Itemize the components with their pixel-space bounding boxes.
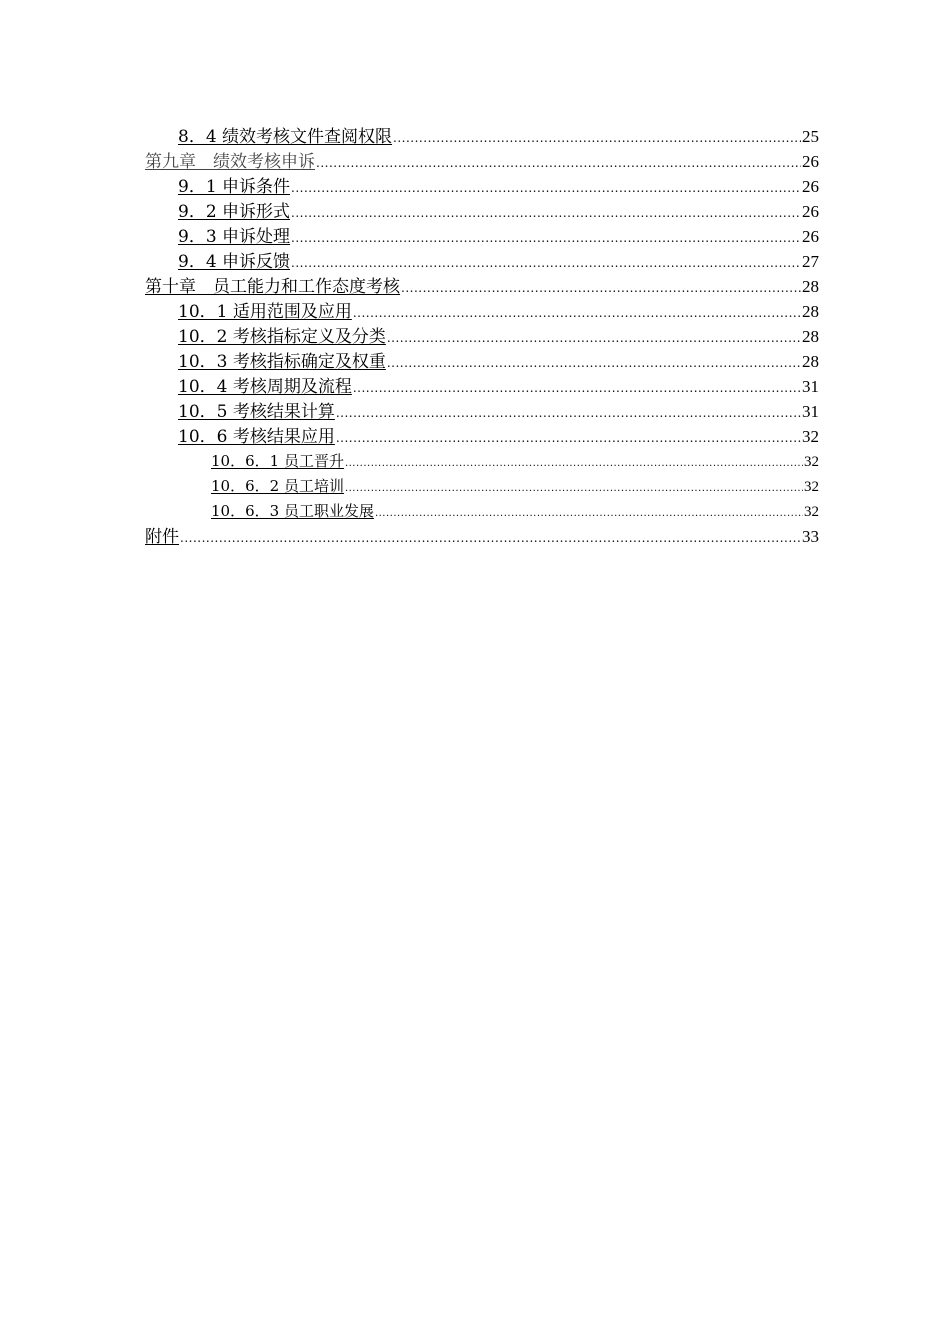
dot-leader	[180, 526, 801, 551]
dot-leader	[291, 201, 801, 226]
toc-entry-page-number: 31	[802, 402, 819, 421]
toc-entry-10-4[interactable]	[0, 374, 819, 399]
toc-entry-page-number: 32	[802, 427, 819, 446]
toc-entry-page-number: 28	[802, 277, 819, 296]
toc-entry-title[interactable]: 10．5 考核结果计算	[178, 402, 335, 422]
toc-entry-appendix[interactable]	[0, 524, 819, 549]
toc-entry-page-number: 32	[804, 454, 819, 470]
toc-entry-10-6-1[interactable]	[0, 449, 819, 474]
toc-entry-10-6-3[interactable]	[0, 499, 819, 524]
toc-entry-title[interactable]: 9．2 申诉形式	[178, 202, 291, 222]
dot-leader	[375, 501, 803, 526]
dot-leader	[336, 401, 801, 426]
toc-entry-page-number: 27	[802, 252, 819, 271]
toc-entry-10-6[interactable]	[0, 424, 819, 449]
toc-entry-title[interactable]: 9．4 申诉反馈	[178, 252, 291, 272]
toc-entry-page-number: 28	[802, 327, 819, 346]
toc-entry-title[interactable]: 附件	[145, 527, 179, 547]
toc-entry-page-number: 25	[802, 127, 819, 146]
dot-leader	[393, 126, 801, 151]
dot-leader	[387, 326, 801, 351]
toc-entry-title[interactable]: 9．1 申诉条件	[178, 177, 291, 197]
toc-entry-page-number: 33	[802, 527, 819, 546]
toc-entry-title[interactable]: 8．4 绩效考核文件查阅权限	[178, 127, 393, 147]
toc-entry-page-number: 26	[802, 202, 819, 221]
toc-entry-title[interactable]: 10．6．2 员工培训	[211, 477, 344, 495]
toc-entry-title[interactable]: 10．1 适用范围及应用	[178, 302, 352, 322]
toc-entry-title[interactable]: 10．6．1 员工晋升	[211, 452, 344, 470]
toc-entry-page-number: 26	[802, 152, 819, 171]
toc-entry-9-3[interactable]	[0, 224, 819, 249]
toc-entry-9-1[interactable]	[0, 174, 819, 199]
dot-leader	[353, 301, 801, 326]
dot-leader	[353, 376, 801, 401]
dot-leader	[345, 476, 803, 501]
table-of-contents	[0, 124, 950, 549]
toc-entry-title[interactable]: 10．2 考核指标定义及分类	[178, 327, 386, 347]
toc-entry-page-number: 28	[802, 352, 819, 371]
dot-leader	[387, 351, 801, 376]
toc-entry-9-2[interactable]	[0, 199, 819, 224]
toc-entry-title[interactable]: 9．3 申诉处理	[178, 227, 291, 247]
toc-entry-title[interactable]: 第九章 绩效考核申诉	[145, 152, 315, 172]
toc-entry-page-number: 26	[802, 227, 819, 246]
toc-entry-page-number: 26	[802, 177, 819, 196]
toc-entry-10-2[interactable]	[0, 324, 819, 349]
toc-entry-10-3[interactable]	[0, 349, 819, 374]
dot-leader	[291, 251, 801, 276]
dot-leader	[345, 451, 803, 476]
toc-entry-chapter-9[interactable]	[0, 149, 819, 174]
dot-leader	[336, 426, 801, 451]
toc-entry-page-number: 32	[804, 504, 819, 520]
toc-entry-title[interactable]: 10．6．3 员工职业发展	[211, 502, 374, 520]
dot-leader	[291, 226, 801, 251]
toc-entry-chapter-10[interactable]	[0, 274, 819, 299]
toc-entry-title[interactable]: 10．3 考核指标确定及权重	[178, 352, 386, 372]
toc-entry-10-1[interactable]	[0, 299, 819, 324]
toc-entry-10-5[interactable]	[0, 399, 819, 424]
toc-entry-page-number: 31	[802, 377, 819, 396]
toc-entry-8-4[interactable]	[0, 124, 819, 149]
toc-entry-title[interactable]: 10．6 考核结果应用	[178, 427, 335, 447]
toc-entry-10-6-2[interactable]	[0, 474, 819, 499]
toc-entry-9-4[interactable]	[0, 249, 819, 274]
toc-entry-page-number: 32	[804, 479, 819, 495]
dot-leader	[291, 176, 801, 201]
dot-leader	[316, 151, 801, 176]
toc-entry-title[interactable]: 10．4 考核周期及流程	[178, 377, 352, 397]
toc-entry-title[interactable]: 第十章 员工能力和工作态度考核	[145, 277, 400, 297]
toc-entry-page-number: 28	[802, 302, 819, 321]
dot-leader	[401, 276, 801, 301]
